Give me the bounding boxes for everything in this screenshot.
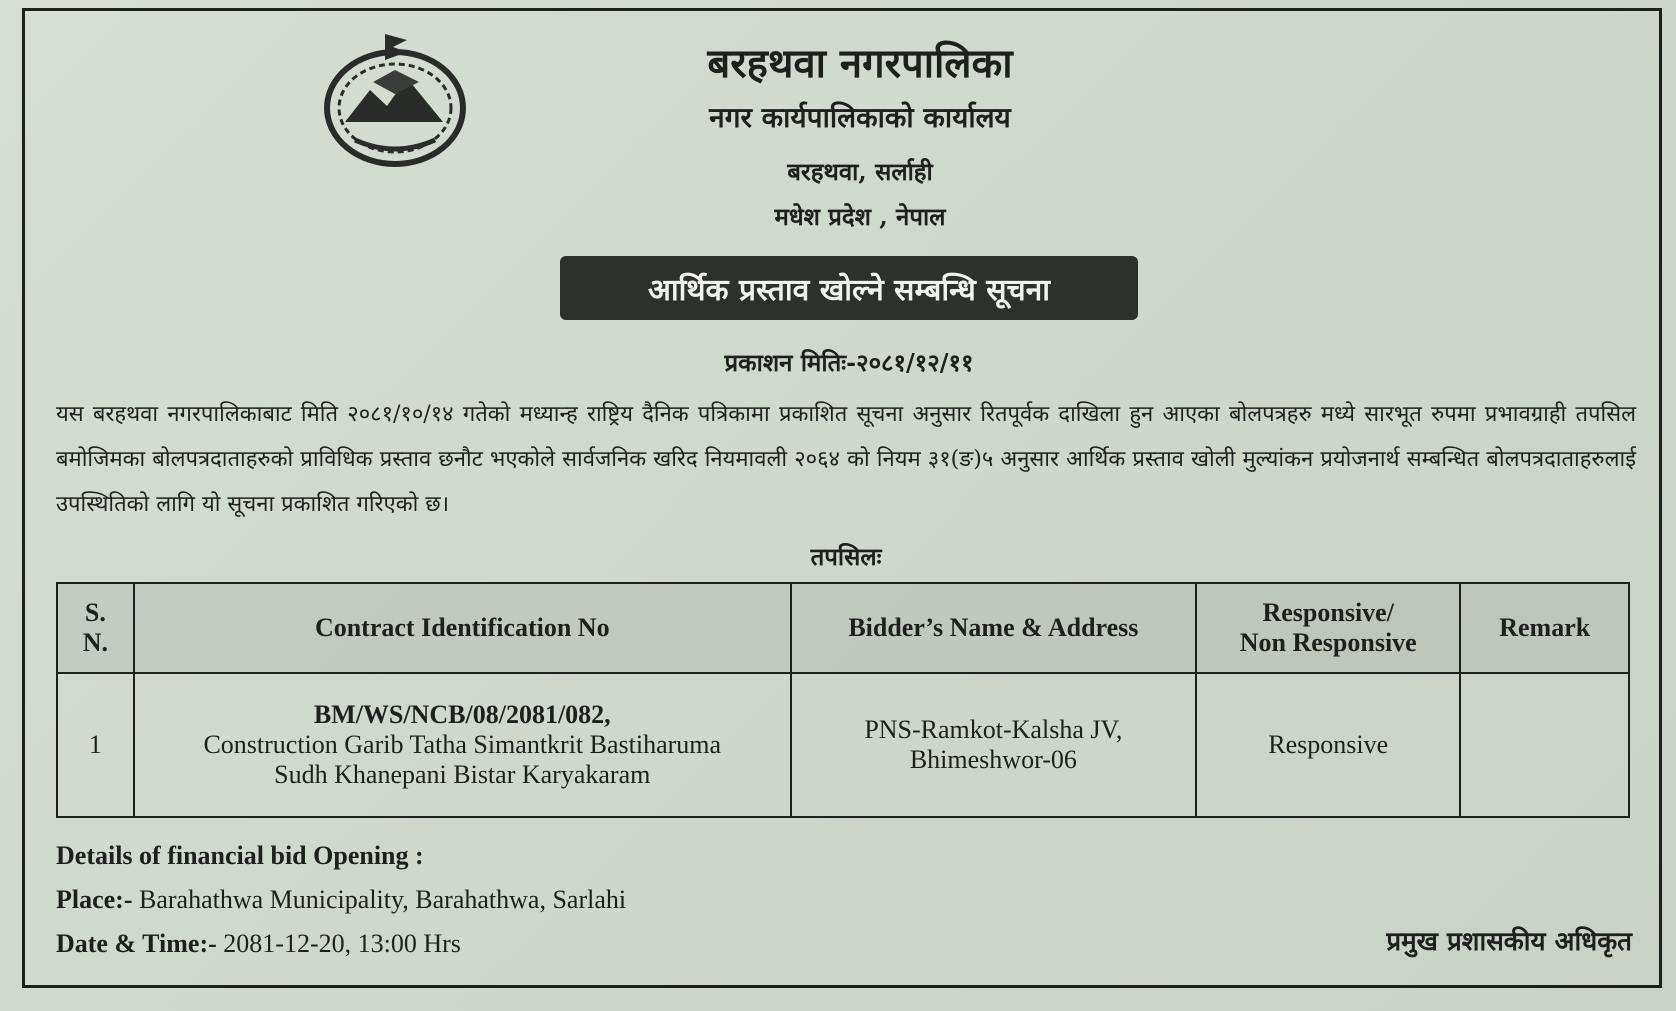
municipality-name: बरहथवा नगरपालिका bbox=[707, 40, 1013, 87]
place-value: Barahathwa Municipality, Barahathwa, Sarlahi bbox=[132, 885, 627, 914]
header-remark: Remark bbox=[1460, 583, 1629, 673]
header-contract-id: Contract Identification No bbox=[134, 583, 791, 673]
bids-table bbox=[56, 582, 1630, 818]
office-province: मधेश प्रदेश , नेपाल bbox=[774, 202, 946, 231]
datetime-value: 2081-12-20, 13:00 Hrs bbox=[216, 929, 461, 958]
details-heading: Details of financial bid Opening : bbox=[56, 841, 424, 870]
schedule-label: तपसिलः bbox=[810, 542, 882, 571]
nepal-emblem-icon bbox=[315, 30, 475, 170]
office-location: बरहथवा, सर्लाही bbox=[787, 157, 933, 186]
table-header-row bbox=[57, 583, 1629, 673]
place-label: Place:- bbox=[56, 885, 133, 914]
header-responsive: Responsive/ Non Responsive bbox=[1196, 583, 1460, 673]
cell-contract-id: BM/WS/NCB/08/2081/082, Construction Garib Tatha Simantkrit Bastiharuma Sudh Khanepani Bistar Karyakaram bbox=[134, 673, 791, 817]
cell-bidder: PNS-Ramkot-Kalsha JV, Bhimeshwor-06 bbox=[791, 673, 1196, 817]
cell-status: Responsive bbox=[1196, 673, 1460, 817]
signatory: प्रमुख प्रशासकीय अधिकृत bbox=[1386, 927, 1632, 957]
publication-date: प्रकाशन मितिः-२०८१/१२/११ bbox=[724, 348, 974, 377]
cell-sn: 1 bbox=[57, 673, 134, 817]
header-sn: S. N. bbox=[57, 583, 134, 673]
notice-title: आर्थिक प्रस्ताव खोल्ने सम्बन्धि सूचना bbox=[560, 256, 1138, 320]
datetime-label: Date & Time:- bbox=[56, 929, 217, 958]
cell-remark bbox=[1460, 673, 1629, 817]
bid-opening-details bbox=[56, 834, 626, 966]
header-bidder: Bidder’s Name & Address bbox=[791, 583, 1196, 673]
table-row bbox=[57, 673, 1629, 817]
office-name: नगर कार्यपालिकाको कार्यालय bbox=[709, 101, 1011, 134]
notice-body: यस बरहथवा नगरपालिकाबाट मिति २०८१/१०/१४ गतेको मध्यान्ह राष्ट्रिय दैनिक पत्रिकामा प्रकाशित सूचना अनुसार रितपूर्वक दाखिला हुन आएका बोलपत्रहरु मध्ये सारभूत रुपमा प्रभावग्राही तपसिल बमोजिमका बोलपत्रदाताहरुको प्राविधिक प्रस्ताव छनौट भएकोले सार्वजनिक खरिद नियमावली २०६४ को नियम ३१(ङ)५ अनुसार आर्थिक प्रस्ताव खोली मुल्यांकन प्रयोजनार्थ सम्बन्धित बोलपत्रदाताहरुलाई उपस्थितिको लागि यो सूचना प्रकाशित गरिएको छ। bbox=[56, 402, 1636, 517]
